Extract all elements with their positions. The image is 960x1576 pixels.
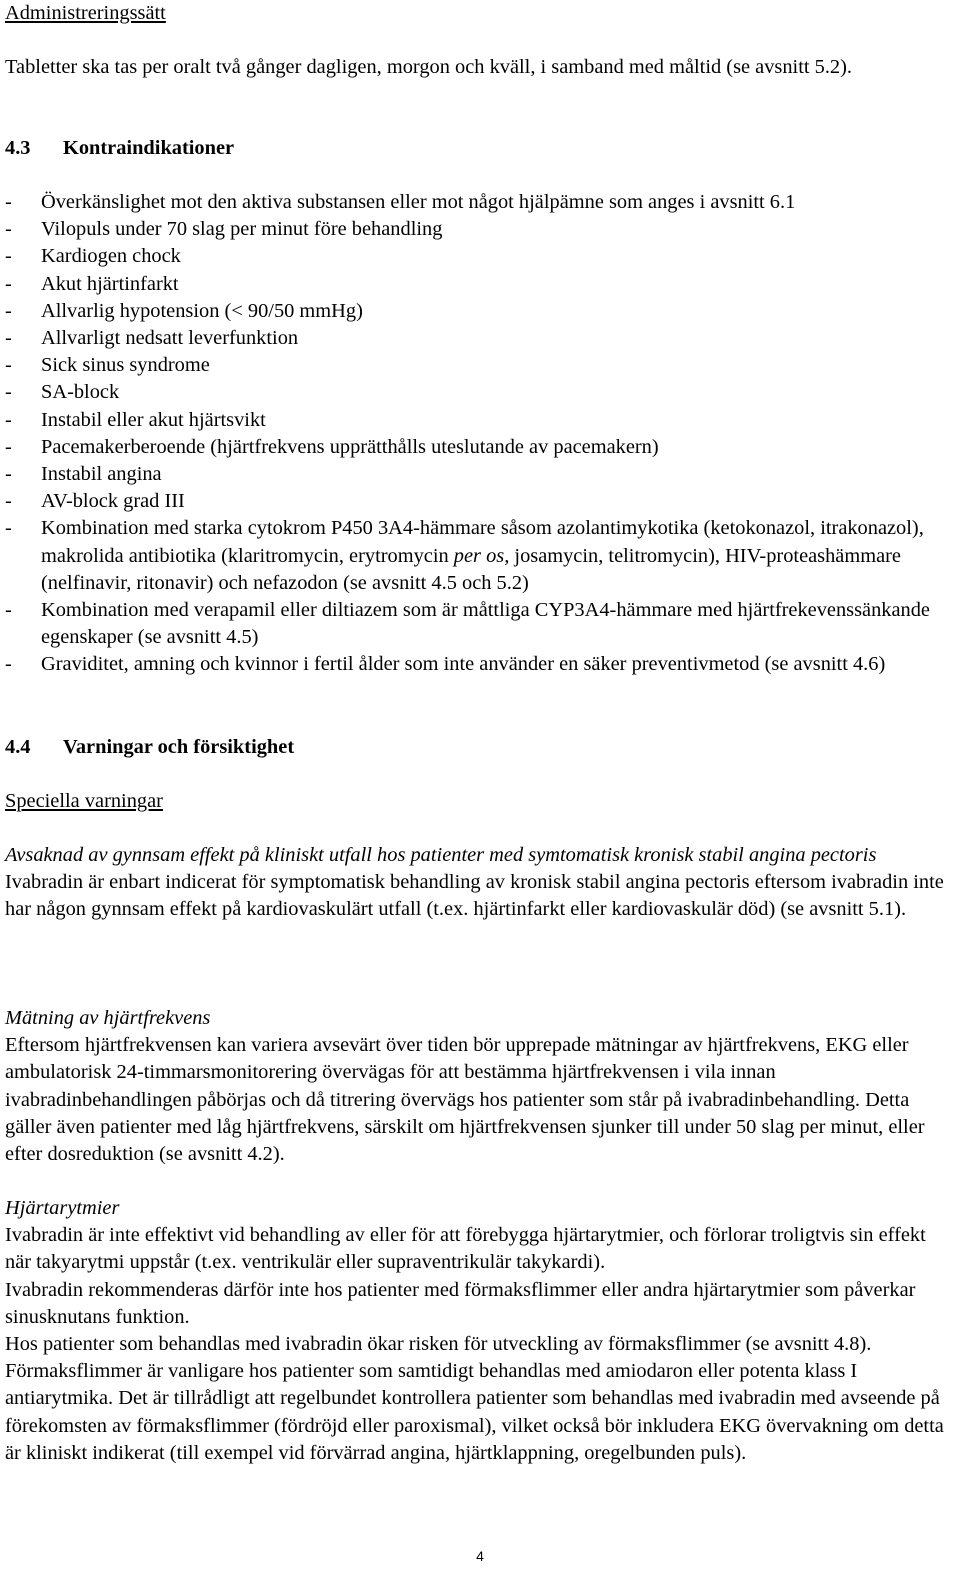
- list-item: [5, 597, 955, 651]
- list-item-text: Överkänslighet mot den aktiva substansen eller mot något hjälpämne som anges i avsnitt 6.1: [41, 191, 796, 213]
- list-item-text: [41, 517, 924, 593]
- list-item-text: AV-block grad III: [41, 490, 185, 513]
- list-item-text: Instabil angina: [41, 463, 162, 486]
- special-warnings-block: [5, 788, 955, 815]
- warning-block-outcome: [5, 842, 955, 924]
- list-dash: -: [5, 517, 12, 540]
- administration-section: [5, 0, 955, 27]
- warning-paragraph: Ivabradin är enbart indicerat för symptomatisk behandling av kronisk stabil angina pectoris eftersom ivabradin inte har någon gynnsam effekt på kardiovaskulärt utfall (t.ex. hjärtinfarkt eller kardiovaskulär död) (se avsnitt 5.1).: [5, 871, 944, 921]
- list-item-text: Graviditet, amning och kvinnor i fertil ålder som inte använder en säker preventivmetod (se avsnitt 4.6): [41, 653, 886, 676]
- list-item-text: Allvarligt nedsatt leverfunktion: [41, 327, 299, 350]
- list-item: [5, 271, 955, 298]
- list-item: [5, 461, 955, 488]
- list-item: [5, 488, 955, 515]
- list-dash: -: [5, 381, 12, 404]
- list-dash: -: [5, 490, 12, 513]
- list-item: [5, 243, 955, 270]
- list-item: [5, 651, 955, 678]
- warning-block-heart-rate: [5, 1005, 955, 1168]
- list-item: [5, 352, 955, 379]
- combo-text-italic: per os,: [453, 544, 510, 567]
- list-item-text: Sick sinus syndrome: [41, 354, 210, 377]
- warning-block-arrhythmia: [5, 1195, 955, 1467]
- list-item: [5, 325, 955, 352]
- list-dash: -: [5, 435, 12, 458]
- warnings-heading: [5, 734, 955, 761]
- warning-paragraph: Ivabradin rekommenderas därför inte hos patienter med förmaksflimmer eller andra hjärtarytmier som påverkar sinusknutans funktion.: [5, 1278, 916, 1328]
- list-item-text: Kardiogen chock: [41, 245, 181, 268]
- contraindications-list: [5, 189, 955, 679]
- combo-text-before: Kombination med starka cytokrom P450 3A4-hämmare såsom azolantimykotika (ketokonazol, itrakonazol), makrolida antibiotika (klaritromycin, erytromycin: [41, 517, 924, 567]
- administration-text: Tabletter ska tas per oralt två gånger dagligen, morgon och kväll, i samband med måltid (se avsnitt 5.2).: [5, 56, 853, 78]
- list-dash: -: [5, 653, 12, 676]
- warning-block-title: Mätning av hjärtfrekvens: [5, 1007, 211, 1029]
- list-dash: -: [5, 218, 12, 241]
- list-item-text: Kombination med verapamil eller diltiazem som är måttliga CYP3A4-hämmare med hjärtfrekevenssänkande egenskaper (se avsnitt 4.5): [41, 599, 930, 649]
- section-number: 4.3: [5, 137, 31, 159]
- warning-paragraph: Ivabradin är inte effektivt vid behandling av eller för att förebygga hjärtarytmier, och förlorar troligtvis sin effekt när takyarytmi uppstår (t.ex. ventrikulär eller supraventrikulär takykardi).: [5, 1224, 926, 1274]
- contraindications-heading: [5, 135, 955, 162]
- list-item: [5, 407, 955, 434]
- administration-heading: Administreringssätt: [5, 2, 166, 24]
- list-dash: -: [5, 354, 12, 377]
- section-number: 4.4: [5, 736, 31, 758]
- special-warnings-heading: Speciella varningar: [5, 790, 163, 812]
- list-item-text: Vilopuls under 70 slag per minut före behandling: [41, 218, 443, 241]
- list-item-text: Allvarlig hypotension (< 90/50 mmHg): [41, 299, 363, 322]
- list-dash: -: [5, 272, 12, 295]
- list-dash: -: [5, 599, 12, 622]
- list-item: [5, 434, 955, 461]
- contraindications-heading-block: [5, 135, 955, 162]
- section-title: Varningar och försiktighet: [63, 736, 295, 758]
- warning-block-title: Hjärtarytmier: [5, 1197, 120, 1219]
- list-dash: -: [5, 327, 12, 350]
- list-item: [5, 189, 955, 216]
- list-item: [5, 379, 955, 406]
- list-dash: -: [5, 191, 12, 213]
- warning-paragraph: Eftersom hjärtfrekvensen kan variera avsevärt över tiden bör upprepade mätningar av hjärtfrekvens, EKG eller ambulatorisk 24-timmarsmonitorering övervägas för att bestämma hjärtfrekvensen i vila innan ivabradinbehandlingen påbörjas och då titrering övervägs hos patienter som står på ivabradinbehandling. Detta gäller även patienter med låg hjärtfrekvens, särskilt om hjärtfrekvensen sjunker till under 50 slag per minut, eller efter dosreduktion (se avsnitt 4.2).: [5, 1034, 925, 1166]
- list-dash: -: [5, 245, 12, 268]
- list-item: [5, 515, 955, 597]
- combo-text-after: josamycin, telitromycin), HIV-proteashämmare (nelfinavir, ritonavir) och nefazodon (se avsnitt 4.5 och 5.2): [41, 544, 901, 594]
- list-item-text: Pacemakerberoende (hjärtfrekvens upprätthålls uteslutande av pacemakern): [41, 435, 659, 458]
- warnings-heading-block: [5, 734, 955, 761]
- list-item-text: Instabil eller akut hjärtsvikt: [41, 408, 266, 431]
- warning-block-title: Avsaknad av gynnsam effekt på kliniskt utfall hos patienter med symtomatisk kronisk stabil angina pectoris: [5, 844, 877, 866]
- contraindications-list-block: [5, 189, 955, 679]
- list-item-text: SA-block: [41, 381, 120, 404]
- list-item: [5, 298, 955, 325]
- list-item: [5, 216, 955, 243]
- list-dash: -: [5, 299, 12, 322]
- page-number: 4: [476, 1548, 484, 1564]
- warning-paragraph: Hos patienter som behandlas med ivabradin ökar risken för utveckling av förmaksflimmer (se avsnitt 4.8). Förmaksflimmer är vanligare hos patienter som samtidigt behandlas med amiodaron eller potenta klass I antiarytmika. Det är tillrådligt att regelbundet kontrollera patienter som behandlas med ivabradin med avseende på förekomsten av förmaksflimmer (fördröjd eller paroxismal), vilket också bör inkludera EKG övervakning om detta är kliniskt indikerat (till exempel vid förvärrad angina, hjärtklappning, oregelbunden puls).: [5, 1333, 944, 1464]
- list-item-text: Akut hjärtinfarkt: [41, 272, 179, 295]
- administration-text-block: [5, 54, 955, 81]
- list-dash: -: [5, 463, 12, 486]
- list-dash: -: [5, 408, 12, 431]
- section-title: Kontraindikationer: [63, 137, 235, 159]
